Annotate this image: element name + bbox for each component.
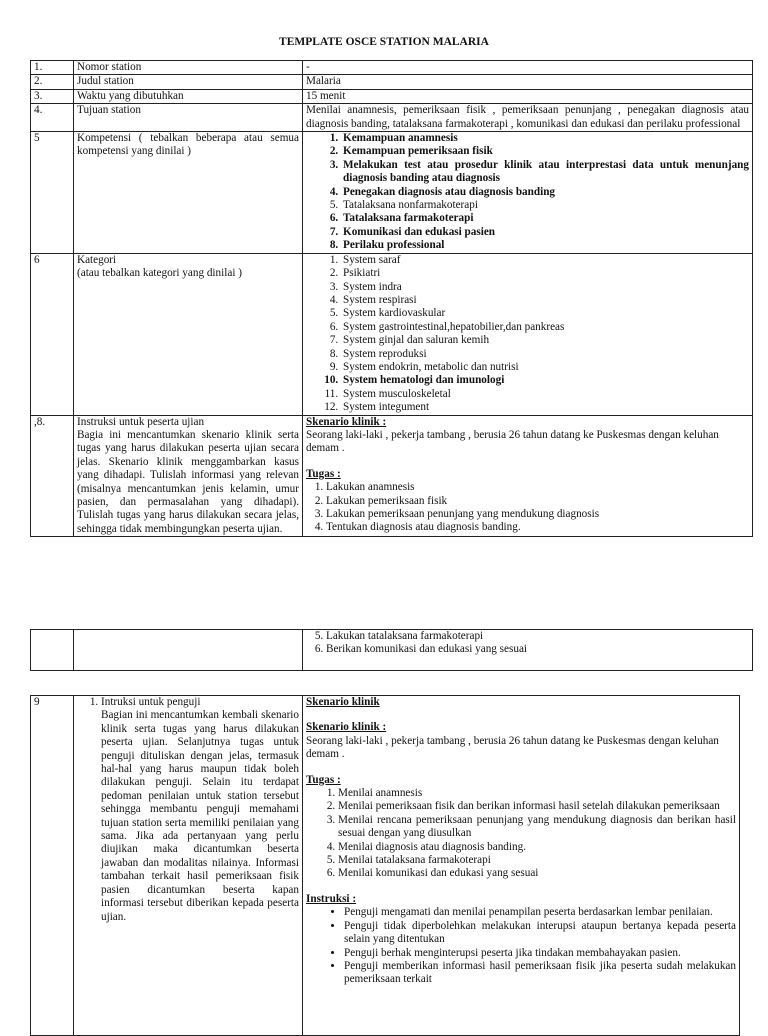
list-item <box>101 696 299 924</box>
list-item: 7. Komunikasi dan edukasi pasien <box>341 226 749 239</box>
examiner-scenario-cell <box>303 696 740 1036</box>
task-heading: Tugas : <box>306 467 341 480</box>
list-item: • Penguji tidak diperbolehkan melakukan interupsi ataupun bertanya kepada peserta selain yang ditentukan <box>344 920 736 947</box>
examiner-table <box>30 695 740 1036</box>
row-label: Waktu yang dibutuhkan <box>74 89 303 103</box>
scenario-cell <box>303 415 753 537</box>
row-description: Bagian ini mencantumkan kembali skenario klinik serta tugas yang harus dilakukan peserta ujian. Selanjutnya tugas untuk penguji dituliskan dengan jelas, termasuk hal-hal yang harus maupun tidak boleh dilakukan penguji. Selain itu terdapat pedoman penilaian untuk station tersebut sehingga membantu penguji memahami tujuan station serta memiliki penilaian yang sama. Jika ada pertanyaan yang perlu diujikan maka dicantumkan beserta jawaban dan modalitas nilainya. Informasi tambahan terkait hasil pemeriksaan fisik pasien dicantumkan beserta kapan informasi tersebut diberikan kepada peserta ujian. <box>101 709 299 923</box>
list-item: 1. System saraf <box>341 254 749 267</box>
list-item: 3. Menilai rencana pemeriksaan penunjang yang mendukung diagnosis dan berikan hasil sesuai dengan yang diusulkan <box>338 814 736 841</box>
station-table <box>30 60 753 537</box>
list-item: 1. Kemampuan anamnesis <box>341 132 749 145</box>
list-item: 2. Kemampuan pemeriksaan fisik <box>341 145 749 158</box>
examiner-instruction-cell <box>74 696 303 1036</box>
list-item: 3. Melakukan test atau prosedur klinik atau interprestasi data untuk menunjang diagnosis banding atau diagnosis <box>341 159 749 186</box>
list-item: 9. System endokrin, metabolic dan nutrisi <box>341 361 749 374</box>
list-item: 3. Lakukan pemeriksaan penunjang yang mendukung diagnosis <box>326 508 749 521</box>
table-row <box>31 104 753 132</box>
table-row <box>31 132 753 254</box>
task-heading: Tugas : <box>306 773 341 786</box>
list-item: 8. System reproduksi <box>341 348 749 361</box>
list-item: 4. System respirasi <box>341 294 749 307</box>
continuation-table <box>30 629 753 671</box>
row-description: Bagia ini mencantumkan skenario klinik serta tugas yang harus dilakukan peserta ujian secara jelas. Skenario klinik menggambarkan kasus yang dihadapi. Tulislah informasi yang relevan (misalnya mencantumkan jenis kelamin, umur pasien, dan permasalahan yang dihadapi). Tulislah tugas yang harus dilakukan secara jelas, sehingga tidak membingungkan peserta ujian. <box>77 428 299 535</box>
row-number: 5 <box>31 132 74 254</box>
row-value: - <box>303 61 753 75</box>
row-value: 15 menit <box>303 89 753 103</box>
list-item: 6. Tatalaksana farmakoterapi <box>341 212 749 225</box>
category-list <box>306 254 749 415</box>
list-item: • Penguji berhak menginterupsi peserta jika tindakan membahayakan pasien. <box>344 947 736 960</box>
document-title: TEMPLATE OSCE STATION MALARIA <box>279 36 489 48</box>
list-item: • Penguji mengamati dan menilai penampilan peserta berdasarkan lembar penilaian. <box>344 906 736 919</box>
category-cell <box>303 253 753 415</box>
category-label-cell <box>74 253 303 415</box>
list-item: 11. System musculoskeletal <box>341 388 749 401</box>
competency-list <box>306 132 749 253</box>
list-item: 4. Tentukan diagnosis atau diagnosis banding. <box>326 521 749 534</box>
examiner-instruction-list <box>77 696 299 924</box>
row-number: 1. <box>31 61 74 75</box>
scenario-heading: Skenario klinik : <box>306 415 387 428</box>
task-list <box>306 787 736 881</box>
row-label: Kategori <box>77 253 117 266</box>
list-item: 2. Psikiatri <box>341 267 749 280</box>
row-label: Tujuan station <box>74 104 303 132</box>
row-label: Judul station <box>74 75 303 89</box>
competency-cell <box>303 132 753 254</box>
list-item: 2. Lakukan pemeriksaan fisik <box>326 495 749 508</box>
table-row <box>31 696 740 1036</box>
list-item: 6. System gastrointestinal,hepatobilier,dan pankreas <box>341 321 749 334</box>
row-number: 4. <box>31 104 74 132</box>
list-item: 5. Menilai tatalaksana farmakoterapi <box>338 854 736 867</box>
instruction-cell <box>74 415 303 537</box>
list-item: 5. Lakukan tatalaksana farmakoterapi <box>326 630 749 643</box>
task-list <box>306 630 749 657</box>
table-row <box>31 415 753 537</box>
scenario-heading: Skenario klinik : <box>306 721 387 734</box>
instruction-list <box>306 906 736 986</box>
scenario-text: Seorang laki-laki , pekerja tambang , berusia 26 tahun datang ke Puskesmas dengan keluhan demam . <box>306 428 719 455</box>
table-row <box>31 630 753 671</box>
table-row <box>31 253 753 415</box>
row-value: Menilai anamnesis, pemeriksaan fisik , pemeriksaan penunjang , penegakan diagnosis atau diagnosis banding, tatalaksana farmakoterapi , komunikasi dan edukasi dan perilaku professional <box>303 104 753 132</box>
list-item: 3. System indra <box>341 281 749 294</box>
list-item: 10. System hematologi dan imunologi <box>341 374 749 387</box>
table-row <box>31 75 753 89</box>
row-number: 9 <box>31 696 74 1036</box>
list-item: 6. Berikan komunikasi dan edukasi yang sesuai <box>326 643 749 656</box>
scenario-title: Skenario klinik <box>306 696 380 708</box>
row-label: Nomor station <box>74 61 303 75</box>
instruction-heading: Instruksi : <box>306 892 357 905</box>
list-item: 1. Menilai anamnesis <box>338 787 736 800</box>
list-item: 5. Tatalaksana nonfarmakoterapi <box>341 199 749 212</box>
table-row <box>31 89 753 103</box>
row-number: ,8. <box>31 415 74 537</box>
list-item: 8. Perilaku professional <box>341 239 749 252</box>
list-item: 2. Menilai pemeriksaan fisik dan berikan informasi hasil setelah dilakukan pemeriksaan <box>338 800 736 813</box>
scenario-text: Seorang laki-laki , pekerja tambang , berusia 26 tahun datang ke Puskesmas dengan keluhan demam . <box>306 734 719 761</box>
list-item: 4. Menilai diagnosis atau diagnosis banding. <box>338 841 736 854</box>
list-item: 12. System integument <box>341 401 749 414</box>
row-sublabel: (atau tebalkan kategori yang dinilai ) <box>77 267 242 280</box>
list-item: • Penguji memberikan informasi hasil pemeriksaan fisik jika peserta sudah melakukan pemeriksaan terkait <box>344 960 736 987</box>
row-label: 1. Intruksi untuk penguji <box>101 696 201 708</box>
row-number: 6 <box>31 253 74 415</box>
list-item: 4. Penegakan diagnosis atau diagnosis banding <box>341 186 749 199</box>
list-item: 6. Menilai komunikasi dan edukasi yang sesuai <box>338 867 736 880</box>
task-list <box>306 481 749 535</box>
list-item: 1. Lakukan anamnesis <box>326 481 749 494</box>
row-label: Kompetensi ( tebalkan beberapa atau semua kompetensi yang dinilai ) <box>74 132 303 254</box>
row-value: Malaria <box>303 75 753 89</box>
row-number: 2. <box>31 75 74 89</box>
list-item: 5. System kardiovaskular <box>341 307 749 320</box>
table-row <box>31 61 753 75</box>
task-continuation-cell <box>303 630 753 671</box>
row-number: 3. <box>31 89 74 103</box>
list-item: 7. System ginjal dan saluran kemih <box>341 334 749 347</box>
row-label: Instruksi untuk peserta ujian <box>77 415 205 428</box>
